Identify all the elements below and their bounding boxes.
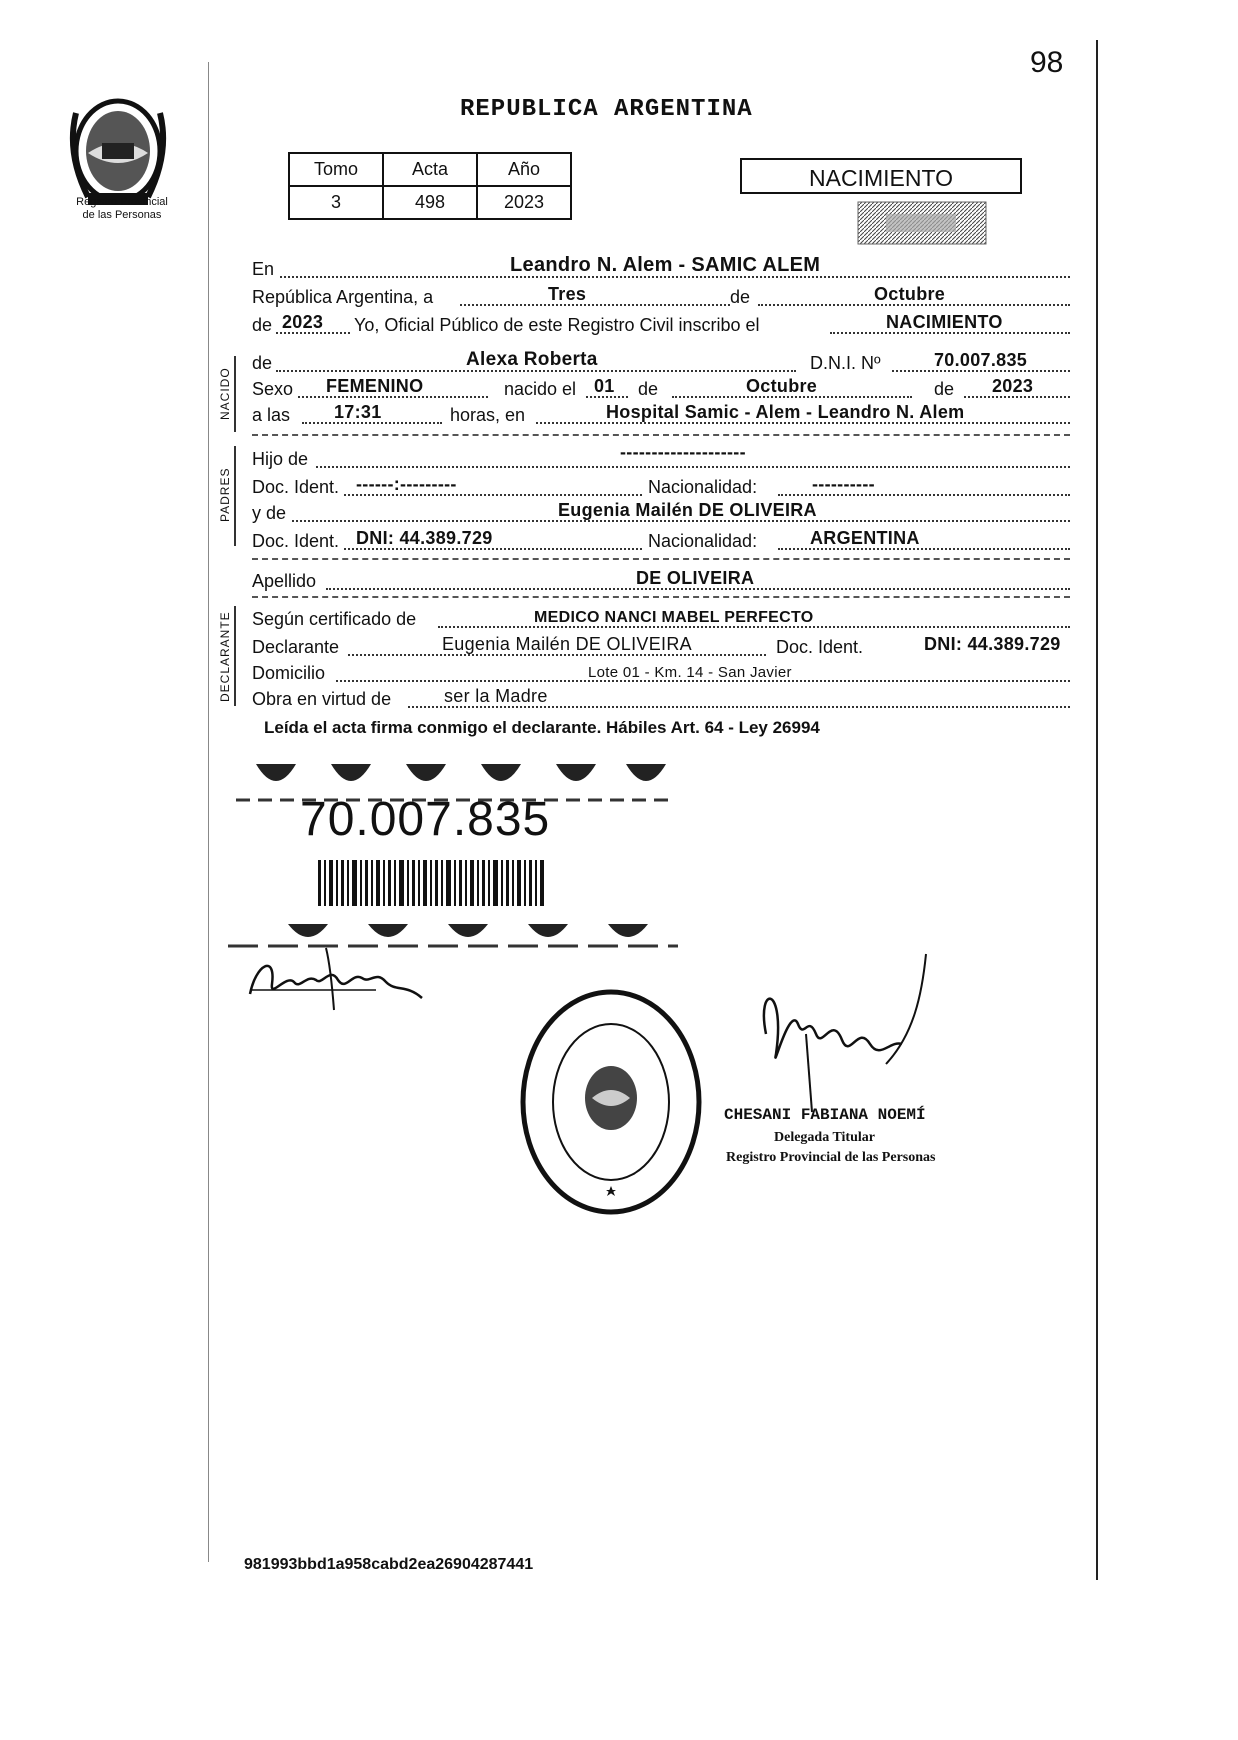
row-sexo [252, 376, 1070, 402]
divider-3 [252, 596, 1070, 598]
value-place: Leandro N. Alem - SAMIC ALEM [510, 254, 821, 276]
label-certificado: Según certificado de [252, 609, 417, 629]
label-obra: Obra en virtud de [252, 689, 392, 709]
label-father-nacionalidad: Nacionalidad: [648, 477, 758, 497]
table-header-ano: Año [477, 153, 571, 186]
label-a-las: a las [252, 405, 291, 425]
document-type-box: NACIMIENTO [740, 158, 1022, 194]
official-office: Registro Provincial de las Personas [726, 1150, 936, 1165]
divider-1 [252, 434, 1070, 436]
left-margin-line [208, 62, 209, 1562]
seal-inner-text [540, 1008, 541, 1009]
document-hash: 981993bbd1a958cabd2ea26904287441 [244, 1556, 534, 1573]
padres-section-bar [234, 446, 236, 546]
value-father-nacionalidad: ---------- [812, 474, 875, 494]
value-mother-nacionalidad: ARGENTINA [810, 528, 920, 548]
row-mother-doc [252, 528, 1070, 554]
value-birth-day: 01 [594, 376, 615, 396]
row-nacido-name [252, 350, 1070, 376]
label-mother-doc: Doc. Ident. [252, 531, 340, 551]
row-hora [252, 402, 1070, 428]
label-domicilio: Domicilio [252, 663, 326, 683]
declarante-section-bar [234, 606, 236, 706]
logo-caption-line2: de las Personas [82, 209, 162, 221]
label-horas-en: horas, en [450, 405, 526, 425]
value-apellido: DE OLIVEIRA [636, 568, 755, 588]
value-birthplace: Hospital Samic - Alem - Leandro N. Alem [606, 402, 965, 422]
nacido-section-bar [234, 356, 236, 432]
label-declarante-doc: Doc. Ident. [776, 637, 864, 657]
value-child-name: Alexa Roberta [466, 349, 598, 370]
dni-big-number: 70.007.835 [300, 793, 551, 846]
label-de-3: de [934, 379, 955, 399]
value-sexo: FEMENINO [326, 376, 424, 396]
value-father-doc: ------:--------- [356, 474, 457, 494]
row-y-de [252, 500, 1070, 526]
barcode-icon [318, 860, 548, 906]
row-year [252, 312, 1070, 338]
table-header-acta: Acta [383, 153, 477, 186]
label-de-year: de [252, 315, 273, 335]
label-mother-nacionalidad: Nacionalidad: [648, 531, 758, 551]
value-birth-month: Octubre [746, 376, 818, 396]
padres-section-label: PADRES [218, 467, 232, 522]
value-birth-time: 17:31 [334, 402, 382, 422]
label-de-name: de [252, 353, 273, 373]
label-y-de: y de [252, 503, 287, 523]
label-nacido-el: nacido el [504, 379, 577, 399]
label-de-1: de [730, 287, 751, 307]
logo-caption-line1: Registro Provincial [76, 196, 168, 208]
declarante-section-label: DECLARANTE [218, 611, 232, 702]
value-year: 2023 [282, 312, 324, 332]
value-obra: ser la Madre [444, 686, 548, 706]
table-value-ano: 2023 [477, 186, 571, 219]
document-title: REPUBLICA ARGENTINA [460, 96, 753, 123]
row-en [252, 256, 1070, 282]
label-en: En [252, 259, 275, 279]
seal-text [540, 1006, 541, 1007]
table-value-tomo: 3 [289, 186, 383, 219]
label-officer-text: Yo, Oficial Público de este Registro Civil inscribo el [354, 315, 760, 335]
row-obra [252, 686, 1070, 712]
row-hijo-de [252, 442, 1070, 472]
value-father: -------------------- [620, 442, 746, 462]
record-table [288, 152, 572, 220]
page-number: 98 [1030, 46, 1064, 79]
label-sexo: Sexo [252, 379, 294, 399]
label-hijo-de: Hijo de [252, 449, 309, 469]
right-margin-line [1096, 40, 1098, 1580]
value-declarante: Eugenia Mailén DE OLIVEIRA [442, 634, 692, 654]
value-day-words: Tres [548, 284, 587, 304]
row-father-doc [252, 474, 1070, 500]
official-signature-icon [746, 944, 956, 1114]
value-birth-year: 2023 [992, 376, 1034, 396]
value-inscription-type: NACIMIENTO [886, 312, 1003, 332]
value-declarante-doc: DNI: 44.389.729 [924, 634, 1061, 654]
closing-text: Leída el acta firma conmigo el declarante. Hábiles Art. 64 - Ley 26994 [264, 718, 820, 737]
logo-caption [52, 196, 192, 222]
nacido-section-label: NACIDO [218, 367, 232, 420]
row-certificado [252, 606, 1070, 632]
official-name: CHESANI FABIANA NOEMÍ [724, 1106, 926, 1124]
row-domicilio [252, 660, 1070, 686]
security-stamp-icon [856, 200, 988, 246]
value-month: Octubre [874, 284, 946, 304]
divider-2 [252, 558, 1070, 560]
label-dni: D.N.I. Nº [810, 353, 881, 373]
row-republica [252, 284, 1070, 310]
table-value-acta: 498 [383, 186, 477, 219]
label-declarante: Declarante [252, 637, 340, 657]
label-de-2: de [638, 379, 659, 399]
official-title: Delegada Titular [774, 1130, 875, 1145]
label-father-doc: Doc. Ident. [252, 477, 340, 497]
label-republica: República Argentina, a [252, 287, 434, 307]
row-apellido [252, 568, 1070, 594]
value-certificado: MEDICO NANCI MABEL PERFECTO [534, 609, 814, 626]
label-apellido: Apellido [252, 571, 317, 591]
value-mother-doc: DNI: 44.389.729 [356, 528, 493, 548]
value-mother: Eugenia Mailén DE OLIVEIRA [558, 500, 817, 520]
value-domicilio: Lote 01 - Km. 14 - San Javier [588, 664, 792, 681]
official-seal-icon [516, 986, 706, 1218]
table-header-tomo: Tomo [289, 153, 383, 186]
declarant-signature-icon [246, 944, 436, 1014]
value-child-dni: 70.007.835 [934, 350, 1028, 370]
row-declarante [252, 634, 1070, 660]
